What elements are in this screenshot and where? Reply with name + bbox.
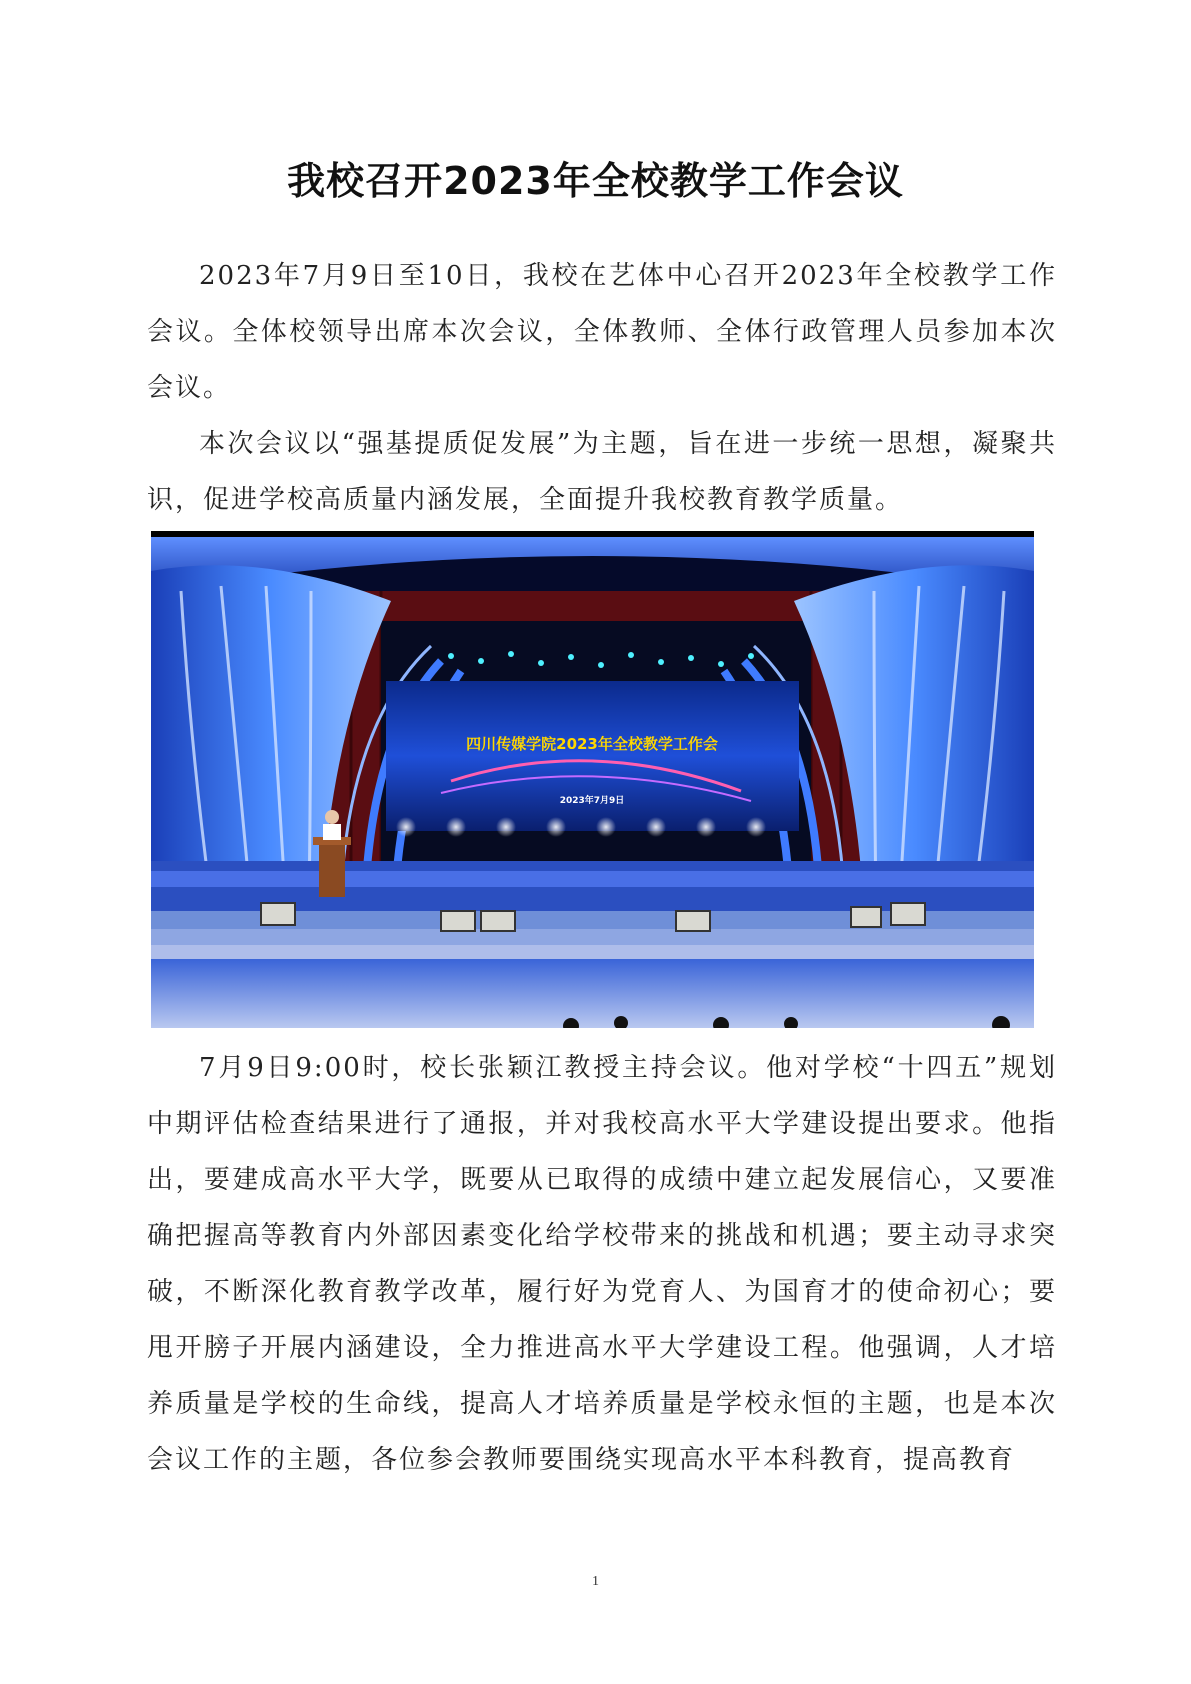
conference-photo xyxy=(151,531,1034,1028)
page-number: 1 xyxy=(592,1574,599,1589)
paragraph-2: 本次会议以“强基提质促发展”为主题，旨在进一步统一思想，凝聚共识，促进学校高质量内涵发展，全面提升我校教育教学质量。 xyxy=(147,429,1057,515)
screen-date: 2023年7月9日 xyxy=(559,796,625,806)
screen-title: 四川传媒学院2023年全校教学工作会 xyxy=(466,735,718,753)
document-title: 我校召开2023年全校教学工作会议 xyxy=(287,159,904,203)
paragraph-1: 2023年7月9日至10日，我校在艺体中心召开2023年全校教学工作会议。全体校领导出席本次会议，全体教师、全体行政管理人员参加本次会议。 xyxy=(147,261,1057,403)
paragraph-3: 7月9日9:00时，校长张颖江教授主持会议。他对学校“十四五”规划中期评估检查结果进行了通报，并对我校高水平大学建设提出要求。他指出，要建成高水平大学，既要从已取得的成绩中建立起发展信心，又要准确把握高等教育内外部因素变化给学校带来的挑战和机遇；要主动寻求突破，不断深化教育教学改革，履行好为党育人、为国育才的使命初心；要甩开膀子开展内涵建设，全力推进高水平大学建设工程。他强调，人才培养质量是学校的生命线，提高人才培养质量是学校永恒的主题，也是本次会议工作的主题，各位参会教师要围绕实现高水平本科教育，提高教育 xyxy=(147,1053,1057,1475)
